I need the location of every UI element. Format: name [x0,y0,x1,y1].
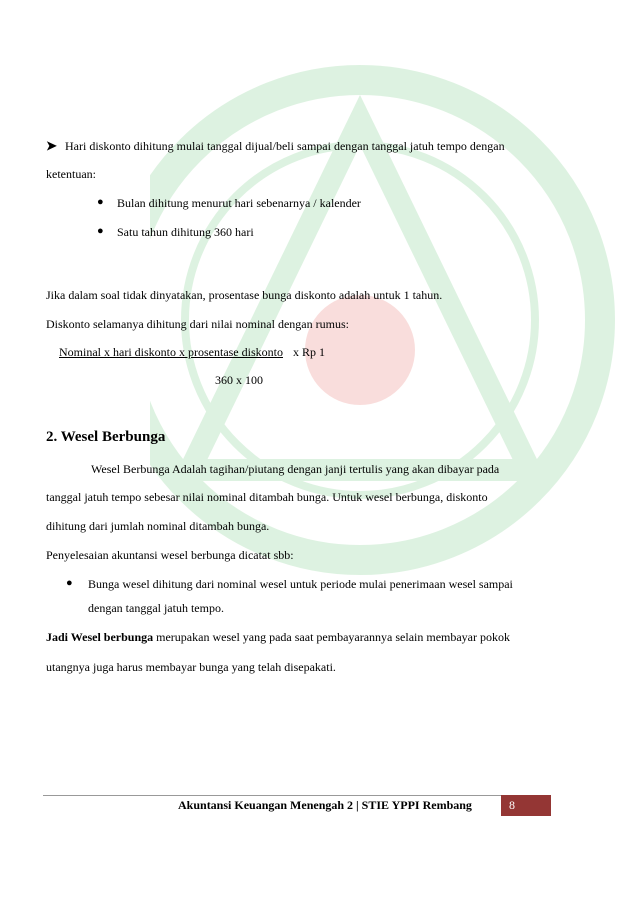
intro-text: Hari diskonto dihitung mulai tanggal dijual/beli sampai dengan tanggal jatuh tempo dengan [65,139,505,153]
paragraph: Diskonto selamanya dihitung dari nilai nominal dengan rumus: [46,317,349,331]
page-number-box [501,795,551,816]
paragraph: dihitung dari jumlah nominal ditambah bunga. [46,519,270,533]
paragraph: Penyelesaian akuntansi wesel berbunga dicatat sbb: [46,548,294,562]
section-heading: 2. Wesel Berbunga [46,429,166,445]
paragraph: tanggal jatuh tempo sebesar nilai nominal ditambah bunga. Untuk wesel berbunga, diskonto [46,490,488,504]
footer-text: Akuntansi Keuangan Menengah 2 | STIE YPPI Rembang [178,798,472,812]
paragraph: Jika dalam soal tidak dinyatakan, prosentase bunga diskonto adalah untuk 1 tahun. [46,288,443,302]
paragraph: utangnya juga harus membayar bunga yang telah disepakati. [46,660,336,674]
paragraph [46,630,510,645]
bullet-dot-icon: ● [66,577,73,589]
bullet-item-continuation: dengan tanggal jatuh tempo. [88,601,224,615]
bullet-dot-icon: ● [97,196,104,208]
intro-continuation: ketentuan: [46,167,96,181]
bold-term: Jadi Wesel berbunga [46,630,154,644]
intro-line [46,138,505,154]
paragraph: Wesel Berbunga Adalah tagihan/piutang dengan janji tertulis yang akan dibayar pada [91,462,500,476]
formula-multiplier: x Rp 1 [292,345,325,359]
bullet-item: Bunga wesel dihitung dari nominal wesel untuk periode mulai penerimaan wesel sampai [88,577,513,591]
bullet-dot-icon: ● [97,225,104,237]
bullet-item: Bulan dihitung menurut hari sebenarnya / kalender [117,196,361,210]
formula-numerator: Nominal x hari diskonto x prosentase diskonto [59,345,283,359]
footer-rule [43,795,501,796]
paragraph-rest: merupakan wesel yang pada saat pembayarannya selain membayar pokok [153,630,510,644]
arrow-right-icon: ➤ [46,138,57,153]
formula-line [59,345,325,360]
formula-denominator: 360 x 100 [215,373,263,387]
bullet-item: Satu tahun dihitung 360 hari [117,225,254,239]
page-number: 8 [509,798,515,812]
